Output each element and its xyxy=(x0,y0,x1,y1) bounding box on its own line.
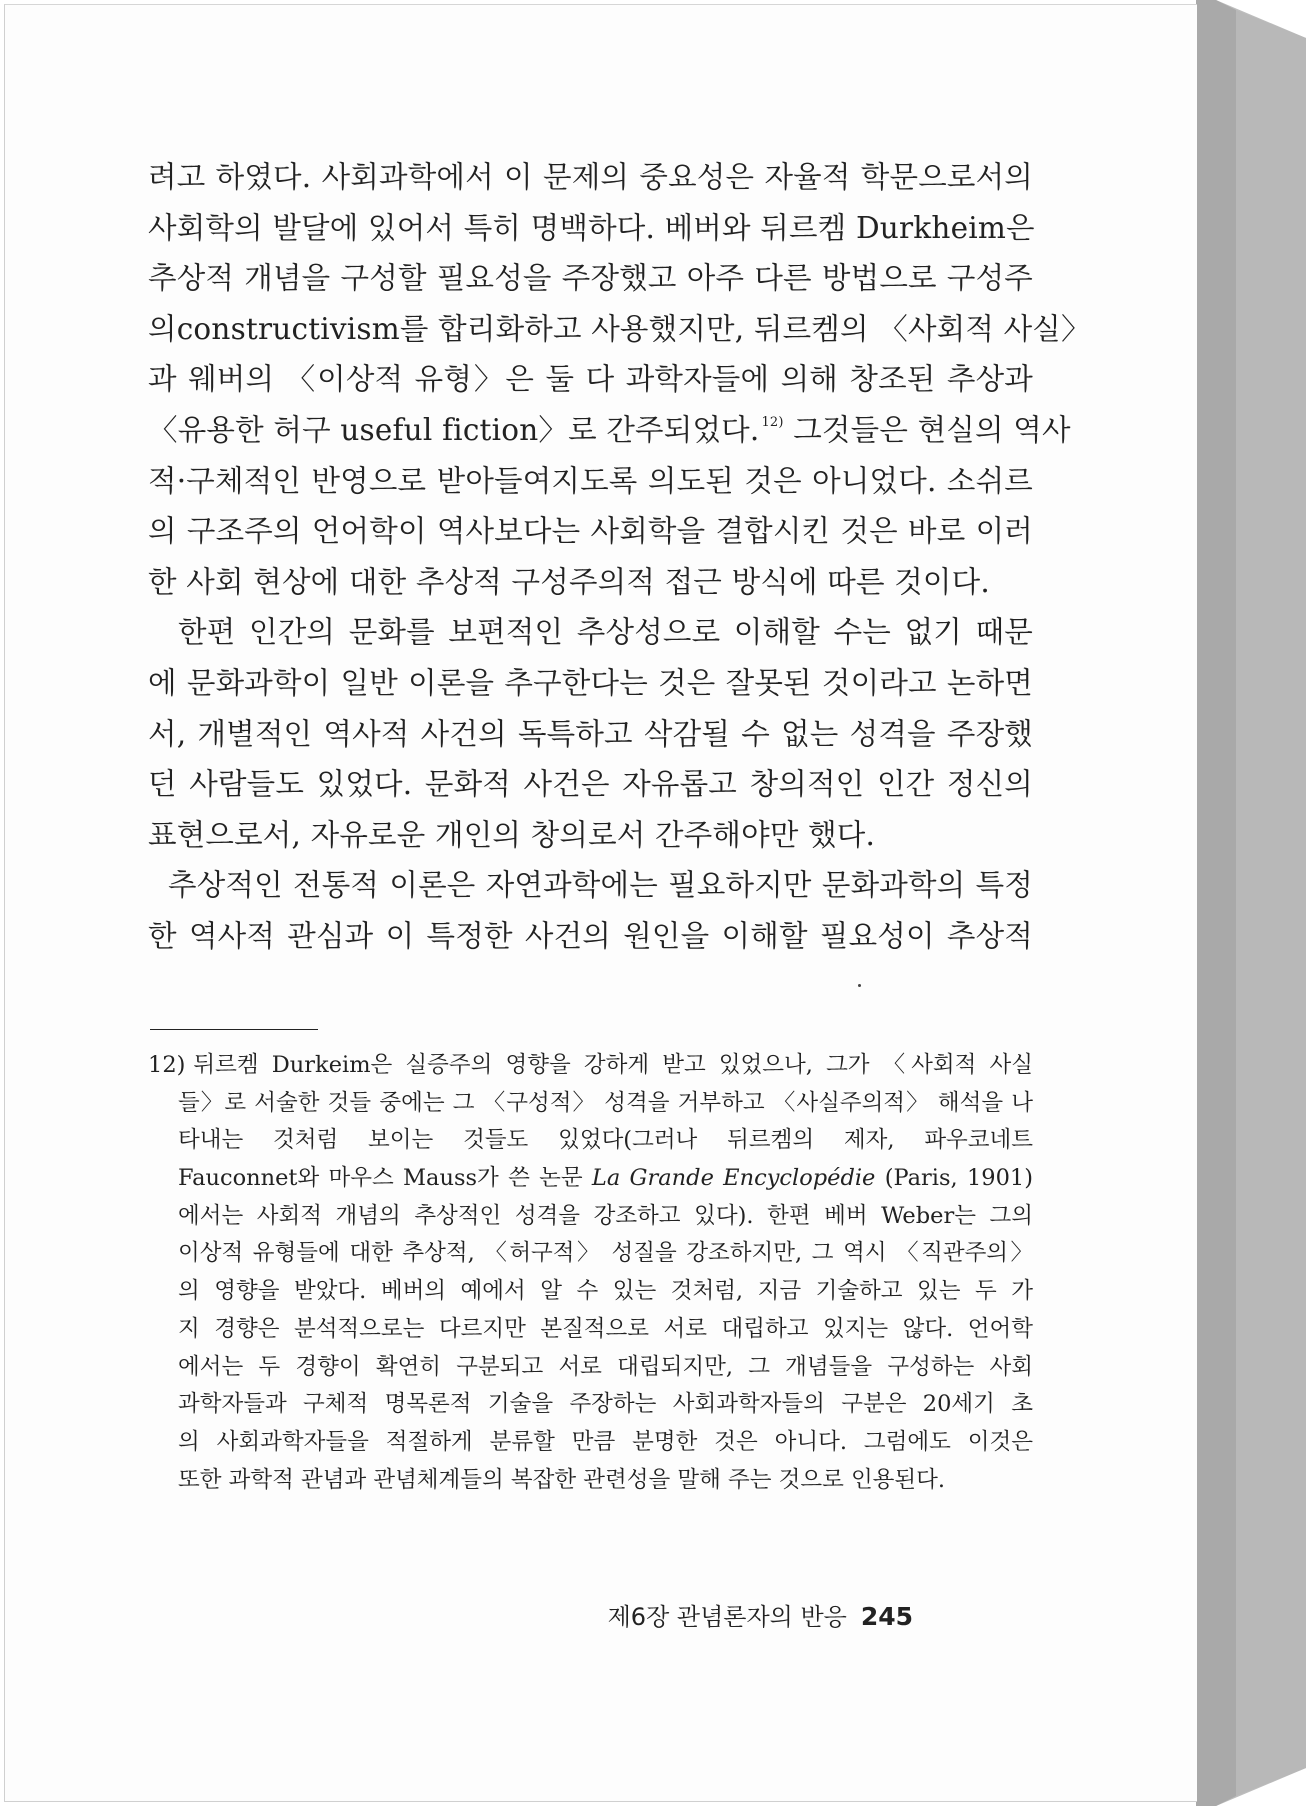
footnote-line: 의 영향을 받았다. 베버의 예에서 알 수 있는 것처럼, 지금 기술하고 있는 두 가 xyxy=(178,1278,1033,1305)
footnote-line xyxy=(148,1160,1033,1198)
body-line: 추상적인 전통적 이론은 자연과학에는 필요하지만 문화과학의 특정 xyxy=(168,868,1033,903)
footnote-line: 과학자들과 구체적 명목론적 기술을 주장하는 사회과학자들의 구분은 20세기 초 xyxy=(178,1391,1033,1418)
body-line-text: 〈유용한 허구 useful fiction〉로 간주되었다. xyxy=(148,412,760,447)
body-line: 추상적 개념을 구성할 필요성을 주장했고 아주 다른 방법으로 구성주 xyxy=(148,261,1033,296)
footnote-line: 에서는 두 경향이 확연히 구분되고 서로 대립되지만, 그 개념들을 구성하는 사회 xyxy=(178,1353,1033,1380)
footnote-line: 또한 과학적 관념과 관념체계들의 복잡한 관련성을 말해 주는 것으로 인용된다. xyxy=(178,1466,946,1493)
body-line: 표현으로서, 자유로운 개인의 창의로서 간주해야만 했다. xyxy=(148,817,876,852)
footnote xyxy=(148,1047,1033,1499)
footnote-line: 지 경향은 분석적으로는 다르지만 본질적으로 서로 대립하고 있지는 않다. 언어학 xyxy=(178,1315,1033,1342)
footnote-line: 타내는 것처럼 보이는 것들도 있었다(그러나 뒤르켐의 제자, 파우코네트 xyxy=(178,1127,1033,1154)
body-line: 서, 개별적인 역사적 사건의 독특하고 삭감될 수 없는 성격을 주장했 xyxy=(148,716,1033,751)
book-page xyxy=(4,4,1197,1802)
body-line xyxy=(148,405,1071,456)
body-line-text: 그것들은 현실의 역사 xyxy=(793,412,1071,447)
footnote-line: 들〉로 서술한 것들 중에는 그 〈구성적〉 성격을 거부하고 〈사실주의적〉 해석을 나 xyxy=(178,1089,1033,1116)
body-text xyxy=(148,152,1091,962)
body-line: 한 사회 현상에 대한 추상적 구성주의적 접근 방식에 따른 것이다. xyxy=(148,564,990,599)
body-line: 던 사람들도 있었다. 문화적 사건은 자유롭고 창의적인 인간 정신의 xyxy=(148,767,1033,802)
footnote-divider xyxy=(150,1029,318,1030)
footnote-line xyxy=(148,1047,1033,1085)
body-line: 의constructivism를 합리화하고 사용했지만, 뒤르켐의 〈사회적 사실〉 xyxy=(148,311,1091,346)
body-line: 과 웨버의 〈이상적 유형〉은 둘 다 과학자들에 의해 창조된 추상과 xyxy=(148,362,1033,397)
page-number: 245 xyxy=(860,1602,913,1631)
scan-speck xyxy=(858,984,861,987)
footnote-line: 에서는 사회적 개념의 추상적인 성격을 강조하고 있다). 한편 베버 Weber는 그의 xyxy=(178,1202,1033,1229)
body-line: 적·구체적인 반영으로 받아들여지도록 의도된 것은 아니었다. 소쉬르 xyxy=(148,463,1033,498)
footnote-number: 12) xyxy=(148,1052,186,1078)
chapter-title: 제6장 관념론자의 반응 xyxy=(607,1603,847,1631)
body-line: 의 구조주의 언어학이 역사보다는 사회학을 결합시킨 것은 바로 이러 xyxy=(148,514,1033,549)
body-line: 한편 인간의 문화를 보편적인 추상성으로 이해할 수는 없기 때문 xyxy=(178,615,1033,650)
footnote-line: 이상적 유형들에 대한 추상적, 〈허구적〉 성질을 강조하지만, 그 역시 〈직관주의〉 xyxy=(178,1240,1033,1267)
body-line: 한 역사적 관심과 이 특정한 사건의 원인을 이해할 필요성이 추상적 xyxy=(148,918,1033,953)
book-title: La Grande Encyclopédie xyxy=(591,1165,876,1192)
book-edge xyxy=(1196,0,1311,1806)
footnote-line: 의 사회과학자들을 적절하게 분류할 만큼 분명한 것은 아니다. 그럼에도 이것은 xyxy=(178,1428,1033,1455)
body-line: 에 문화과학이 일반 이론을 추구한다는 것은 잘못된 것이라고 논하면 xyxy=(148,665,1033,700)
running-footer xyxy=(608,1597,913,1632)
body-line: 사회학의 발달에 있어서 특히 명백하다. 베버와 뒤르켐 Durkheim은 xyxy=(148,210,1035,245)
body-line: 려고 하였다. 사회과학에서 이 문제의 중요성은 자율적 학문으로서의 xyxy=(148,160,1033,194)
footnote-line-text: (Paris, 1901) xyxy=(884,1165,1033,1192)
footnote-line-text: 뒤르켐 Durkeim은 실증주의 영향을 강하게 받고 있었으나, 그가 〈사회적 사실 xyxy=(193,1052,1033,1078)
footnote-reference[interactable]: 12) xyxy=(761,414,784,430)
footnote-line-text: Fauconnet와 마우스 Mauss가 쓴 논문 xyxy=(178,1165,583,1192)
